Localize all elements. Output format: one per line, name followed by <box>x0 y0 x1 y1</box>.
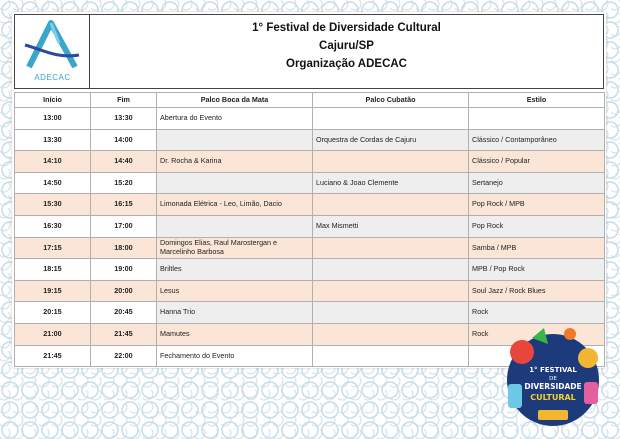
badge-line3: DIVERSIDADE <box>524 382 582 391</box>
cell-boca: Domingos Elias, Raul Marostergan e Marcelinho Barbosa <box>157 237 313 259</box>
cell-start: 21:00 <box>15 323 91 345</box>
cell-boca: Dr. Rocha & Karina <box>157 151 313 173</box>
table-row <box>15 129 605 151</box>
cell-start: 13:30 <box>15 129 91 151</box>
badge-line2: DE <box>549 376 557 382</box>
cell-cubatao: Max Mismetti <box>313 215 469 237</box>
cell-style: Rock <box>469 302 605 324</box>
cell-end: 20:00 <box>91 280 157 302</box>
cell-end: 19:00 <box>91 259 157 281</box>
cell-cubatao <box>313 280 469 302</box>
table-header-row <box>15 93 605 108</box>
cell-cubatao: Luciano & Joao Clemente <box>313 172 469 194</box>
cell-style: Pop Rock <box>469 215 605 237</box>
cell-style: Clássico / Contamporâneo <box>469 129 605 151</box>
logo <box>15 15 90 88</box>
cell-cubatao: Orquestra de Cordas de Cajuru <box>313 129 469 151</box>
badge-line4: CULTURAL <box>530 393 576 402</box>
cell-start: 21:45 <box>15 345 91 367</box>
city: Cajuru/SP <box>319 40 374 52</box>
festival-badge-icon <box>492 322 614 434</box>
cell-cubatao <box>313 302 469 324</box>
logo-text: ADECAC <box>34 73 71 82</box>
cell-cubatao <box>313 194 469 216</box>
cell-cubatao <box>313 108 469 130</box>
col-start: Início <box>15 93 91 108</box>
cell-boca <box>157 172 313 194</box>
cell-start: 16:30 <box>15 215 91 237</box>
cell-start: 17:15 <box>15 237 91 259</box>
cell-cubatao <box>313 151 469 173</box>
cell-style: Pop Rock / MPB <box>469 194 605 216</box>
cell-style <box>469 108 605 130</box>
cell-start: 15:30 <box>15 194 91 216</box>
cell-style: Rock <box>469 323 605 345</box>
cell-cubatao <box>313 323 469 345</box>
table-row <box>15 172 605 194</box>
festival-badge <box>492 322 614 434</box>
col-style: Estilo <box>469 93 605 108</box>
cell-boca <box>157 129 313 151</box>
header <box>14 14 604 89</box>
cell-boca: Lesus <box>157 280 313 302</box>
table-row <box>15 302 605 324</box>
cell-end: 16:15 <box>91 194 157 216</box>
col-cubatao: Palco Cubatão <box>313 93 469 108</box>
cell-start: 14:10 <box>15 151 91 173</box>
table-row <box>15 108 605 130</box>
col-end: Fim <box>91 93 157 108</box>
cell-cubatao <box>313 345 469 367</box>
table-row <box>15 215 605 237</box>
cell-end: 14:00 <box>91 129 157 151</box>
cell-style: Soul Jazz / Rock Blues <box>469 280 605 302</box>
cell-end: 14:40 <box>91 151 157 173</box>
adecac-logo-icon <box>21 19 83 73</box>
cell-start: 20:15 <box>15 302 91 324</box>
badge-line1: 1° FESTIVAL <box>529 366 577 374</box>
cell-start: 19:15 <box>15 280 91 302</box>
cell-boca: Abertura do Evento <box>157 108 313 130</box>
cell-end: 17:00 <box>91 215 157 237</box>
cell-start: 18:15 <box>15 259 91 281</box>
schedule-sheet <box>12 12 606 368</box>
cell-end: 21:45 <box>91 323 157 345</box>
table-row <box>15 280 605 302</box>
cell-boca: Limonada Elétrica - Leo, Limão, Dacio <box>157 194 313 216</box>
cell-style: MPB / Pop Rock <box>469 259 605 281</box>
cell-style: Samba / MPB <box>469 237 605 259</box>
cell-boca: Fechamento do Evento <box>157 345 313 367</box>
cell-cubatao <box>313 237 469 259</box>
cell-boca <box>157 215 313 237</box>
cell-boca: Mamutes <box>157 323 313 345</box>
cell-end: 20:45 <box>91 302 157 324</box>
cell-cubatao <box>313 259 469 281</box>
header-titles <box>90 19 603 73</box>
cell-end: 22:00 <box>91 345 157 367</box>
organization: Organização ADECAC <box>286 58 407 70</box>
cell-style: Sertanejo <box>469 172 605 194</box>
cell-start: 14:50 <box>15 172 91 194</box>
table-row <box>15 194 605 216</box>
table-row <box>15 237 605 259</box>
table-row <box>15 259 605 281</box>
col-boca: Palco Boca da Mata <box>157 93 313 108</box>
cell-boca: Briltles <box>157 259 313 281</box>
page-title: 1° Festival de Diversidade Cultural <box>252 22 441 34</box>
cell-end: 15:20 <box>91 172 157 194</box>
cell-boca: Hanna Trio <box>157 302 313 324</box>
table-row <box>15 151 605 173</box>
cell-end: 13:30 <box>91 108 157 130</box>
cell-style: Clássico / Popular <box>469 151 605 173</box>
cell-end: 18:00 <box>91 237 157 259</box>
cell-start: 13:00 <box>15 108 91 130</box>
